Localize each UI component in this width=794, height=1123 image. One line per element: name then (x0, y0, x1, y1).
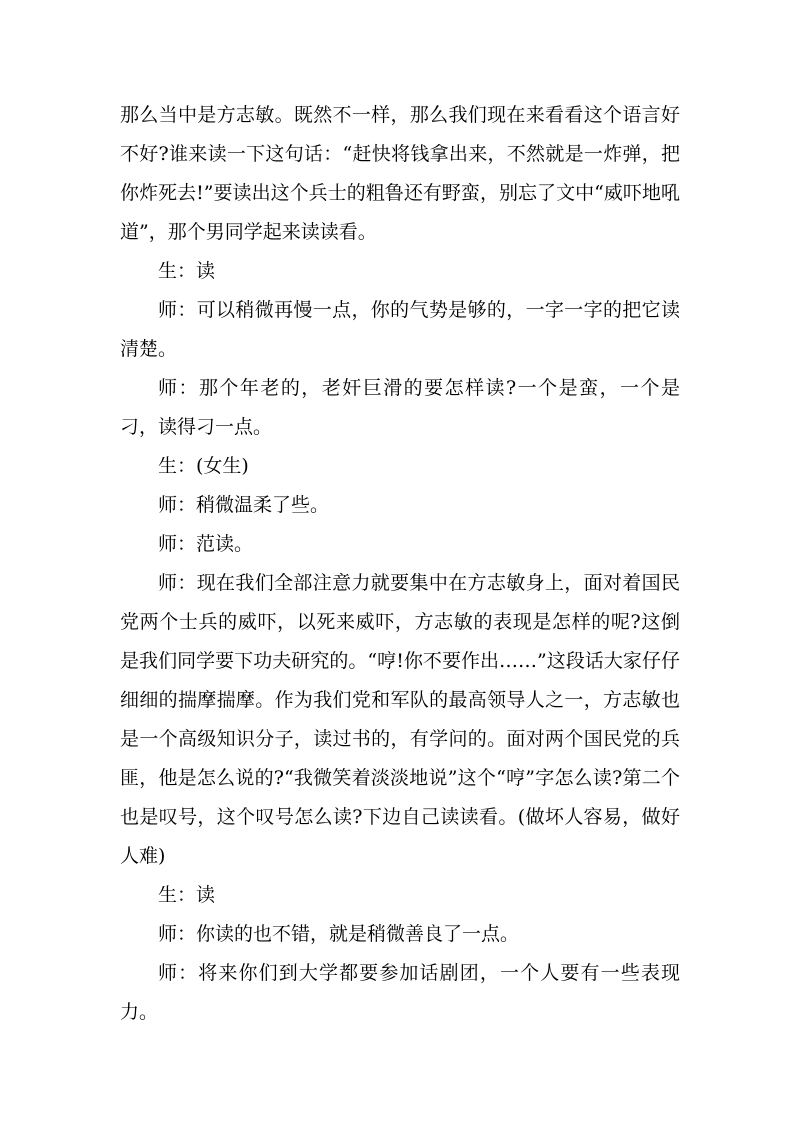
paragraph-10: 师：你读的也不错，就是稍微善良了一点。 (158, 923, 520, 945)
paragraph-5: 生：(女生) (158, 455, 249, 477)
document-page (120, 96, 680, 1032)
paragraph-6: 师：稍微温柔了些。 (158, 494, 330, 516)
paragraph-8: 师：现在我们全部注意力就要集中在方志敏身上，面对着国民党两个士兵的威吓，以死来威吓，方志敏的表现是怎样的呢?这倒是我们同学要下功夫研究的。“哼!你不要作出……”这段话大家仔仔细细的揣摩揣摩。作为我们党和军队的最高领导人之一，方志敏也是一个高级知识分子，读过书的，有学问的。面对两个国民党的兵匪，他是怎么说的?“我微笑着淡淡地说”这个“哼”字怎么读?第二个也是叹号，这个叹号怎么读?下边自己读读看。(做坏人容易，做好人难) (120, 572, 680, 867)
paragraph-2: 生：读 (158, 260, 216, 282)
paragraph-11: 师：将来你们到大学都要参加话剧团，一个人要有一些表现力。 (120, 962, 680, 1023)
paragraph-1: 那么当中是方志敏。既然不一样，那么我们现在来看看这个语言好不好?谁来读一下这句话：“赶快将钱拿出来，不然就是一炸弹，把你炸死去!”要读出这个兵士的粗鲁还有野蛮，别忘了文中“威吓地吼道”，那个男同学起来读读看。 (120, 104, 680, 243)
paragraph-9: 生：读 (158, 884, 216, 906)
paragraph-7: 师：范读。 (158, 533, 254, 555)
paragraph-4: 师：那个年老的，老奸巨滑的要怎样读?一个是蛮，一个是刁，读得刁一点。 (120, 377, 680, 438)
paragraph-3: 师：可以稍微再慢一点，你的气势是够的，一字一字的把它读清楚。 (120, 299, 680, 360)
